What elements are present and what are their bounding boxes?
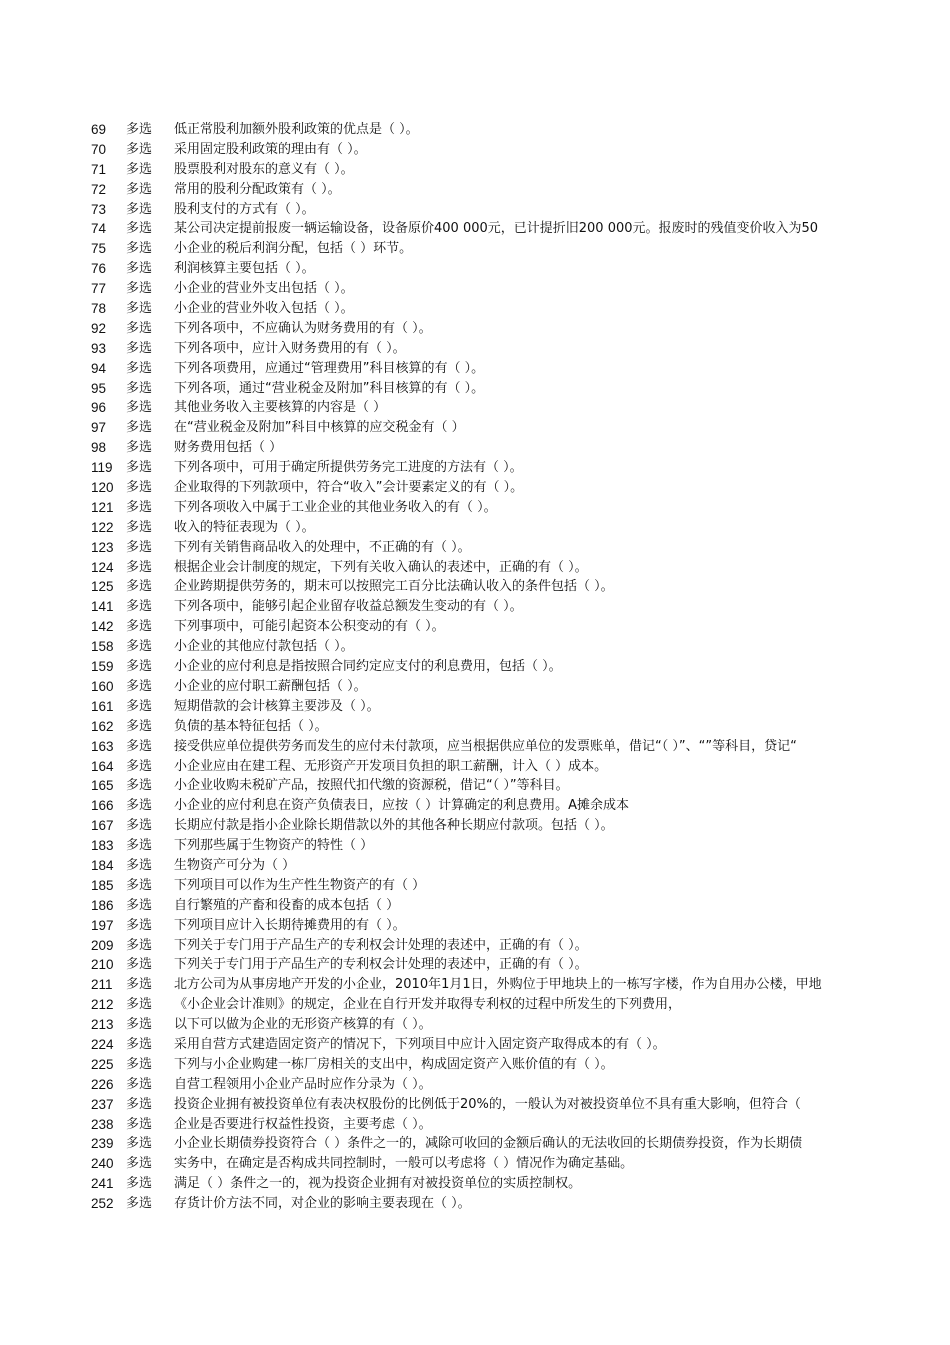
question-type: 多选 bbox=[126, 340, 153, 356]
question-text: 下列关于专门用于产品生产的专利权会计处理的表述中，正确的有（ ）。 bbox=[174, 937, 588, 953]
question-text: 满足（ ）条件之一的，视为投资企业拥有对被投资单位的实质控制权。 bbox=[174, 1176, 582, 1192]
question-number: 142 bbox=[91, 619, 114, 635]
question-type: 多选 bbox=[126, 281, 153, 297]
question-text: 小企业的应付职工薪酬包括（ ）。 bbox=[174, 678, 367, 694]
question-text: 短期借款的会计核算主要涉及（ ）。 bbox=[174, 698, 380, 714]
question-number: 70 bbox=[91, 141, 107, 157]
question-type: 多选 bbox=[126, 122, 153, 137]
question-text: 利润核算主要包括（ ）。 bbox=[174, 261, 315, 277]
question-text: 生物资产可分为（ ） bbox=[174, 857, 296, 873]
question-text: 下列那些属于生物资产的特性（ ） bbox=[174, 838, 374, 854]
question-row bbox=[0, 299, 950, 319]
question-text: 下列项目应计入长期待摊费用的有（ ）。 bbox=[174, 917, 406, 933]
question-type: 多选 bbox=[126, 261, 153, 277]
question-type: 多选 bbox=[126, 559, 153, 575]
question-text: 小企业收购未税矿产品，按照代扣代缴的资源税，借记“（ ）”等科目。 bbox=[174, 778, 569, 794]
question-row bbox=[0, 1075, 950, 1095]
question-text: 常用的股利分配政策有（ ）。 bbox=[174, 181, 341, 197]
question-type: 多选 bbox=[126, 1017, 153, 1033]
question-row bbox=[0, 160, 950, 180]
question-type: 多选 bbox=[126, 181, 153, 197]
question-text: 企业是否要进行权益性投资，主要考虑（ ）。 bbox=[174, 1116, 432, 1132]
question-number: 77 bbox=[91, 281, 107, 297]
question-number: 122 bbox=[91, 519, 114, 535]
question-number: 224 bbox=[91, 1036, 114, 1052]
question-row bbox=[0, 816, 950, 836]
question-number: 75 bbox=[91, 241, 107, 257]
question-text: 下列各项，通过“营业税金及附加”科目核算的有（ ）。 bbox=[174, 380, 485, 396]
question-text: 低正常股利加额外股利政策的优点是（ ）。 bbox=[174, 122, 419, 137]
question-text: 下列各项中，应计入财务费用的有（ ）。 bbox=[174, 340, 406, 356]
question-row bbox=[0, 975, 950, 995]
question-text: 收入的特征表现为（ ）。 bbox=[174, 519, 315, 535]
question-type: 多选 bbox=[126, 1176, 153, 1192]
question-type: 多选 bbox=[126, 241, 153, 257]
question-text: 财务费用包括（ ） bbox=[174, 440, 283, 456]
question-text: 采用固定股利政策的理由有（ ）。 bbox=[174, 141, 367, 157]
question-row bbox=[0, 339, 950, 359]
question-number: 252 bbox=[91, 1196, 114, 1212]
question-number: 159 bbox=[91, 659, 114, 675]
question-row bbox=[0, 478, 950, 498]
question-text: 股利支付的方式有（ ）。 bbox=[174, 201, 315, 217]
question-text: 下列各项费用，应通过“管理费用”科目核算的有（ ）。 bbox=[174, 360, 485, 376]
question-text: 下列有关销售商品收入的处理中，不正确的有（ ）。 bbox=[174, 539, 471, 555]
question-number: 162 bbox=[91, 718, 114, 734]
question-row bbox=[0, 1194, 950, 1214]
question-row bbox=[0, 1134, 950, 1154]
question-row bbox=[0, 955, 950, 975]
question-type: 多选 bbox=[126, 221, 153, 237]
question-type: 多选 bbox=[126, 579, 153, 595]
question-number: 241 bbox=[91, 1176, 114, 1192]
question-number: 95 bbox=[91, 380, 107, 396]
question-type: 多选 bbox=[126, 698, 153, 714]
question-number: 184 bbox=[91, 857, 114, 873]
question-type: 多选 bbox=[126, 917, 153, 933]
question-row bbox=[0, 856, 950, 876]
question-text: 存货计价方法不同，对企业的影响主要表现在（ ）。 bbox=[174, 1196, 471, 1212]
question-text: 小企业的应付利息是指按照合同约定应支付的利息费用，包括（ ）。 bbox=[174, 659, 562, 675]
question-text: 接受供应单位提供劳务而发生的应付未付款项，应当根据供应单位的发票账单，借记“（ ）”、“”等科目，贷记“ bbox=[174, 738, 797, 754]
question-text: 下列各项中，能够引起企业留存收益总额发生变动的有（ ）。 bbox=[174, 599, 523, 615]
question-type: 多选 bbox=[126, 957, 153, 973]
question-number: 92 bbox=[91, 320, 107, 336]
question-number: 76 bbox=[91, 261, 107, 277]
question-text: 以下可以做为企业的无形资产核算的有（ ）。 bbox=[174, 1017, 432, 1033]
question-number: 121 bbox=[91, 499, 114, 515]
question-row bbox=[0, 458, 950, 478]
question-text: 小企业的营业外收入包括（ ）。 bbox=[174, 301, 354, 317]
question-row bbox=[0, 776, 950, 796]
question-row bbox=[0, 1174, 950, 1194]
question-text: 下列与小企业购建一栋厂房相关的支出中，构成固定资产入账价值的有（ ）。 bbox=[174, 1056, 614, 1072]
question-row bbox=[0, 538, 950, 558]
question-row bbox=[0, 1154, 950, 1174]
question-type: 多选 bbox=[126, 1136, 153, 1152]
question-number: 225 bbox=[91, 1056, 114, 1072]
question-text: 根据企业会计制度的规定，下列有关收入确认的表述中，正确的有（ ）。 bbox=[174, 559, 588, 575]
question-text: 自行繁殖的产畜和役畜的成本包括（ ） bbox=[174, 897, 400, 913]
question-number: 166 bbox=[91, 798, 114, 814]
question-number: 94 bbox=[91, 360, 107, 376]
question-text: 股票股利对股东的意义有（ ）。 bbox=[174, 161, 354, 177]
question-text: 小企业的应付利息在资产负债表日，应按（ ）计算确定的利息费用。A摊余成本 bbox=[174, 798, 630, 814]
question-row bbox=[0, 140, 950, 160]
question-number: 78 bbox=[91, 301, 107, 317]
question-row bbox=[0, 398, 950, 418]
question-type: 多选 bbox=[126, 818, 153, 834]
question-number: 124 bbox=[91, 559, 114, 575]
question-number: 97 bbox=[91, 420, 107, 436]
question-number: 211 bbox=[91, 977, 113, 993]
question-type: 多选 bbox=[126, 758, 153, 774]
question-type: 多选 bbox=[126, 539, 153, 555]
question-row bbox=[0, 180, 950, 200]
question-text: 自营工程领用小企业产品时应作分录为（ ）。 bbox=[174, 1076, 432, 1092]
question-row bbox=[0, 757, 950, 777]
question-row bbox=[0, 219, 950, 239]
question-number: 213 bbox=[91, 1017, 114, 1033]
question-row bbox=[0, 200, 950, 220]
question-type: 多选 bbox=[126, 301, 153, 317]
question-type: 多选 bbox=[126, 1076, 153, 1092]
question-number: 123 bbox=[91, 539, 114, 555]
question-list bbox=[0, 120, 950, 1214]
question-type: 多选 bbox=[126, 201, 153, 217]
question-number: 125 bbox=[91, 579, 114, 595]
question-number: 167 bbox=[91, 818, 114, 834]
question-number: 120 bbox=[91, 480, 114, 496]
question-row bbox=[0, 1115, 950, 1135]
question-row bbox=[0, 995, 950, 1015]
question-text: 小企业的其他应付款包括（ ）。 bbox=[174, 639, 354, 655]
question-row bbox=[0, 737, 950, 757]
question-number: 98 bbox=[91, 440, 107, 456]
question-number: 96 bbox=[91, 400, 107, 416]
question-type: 多选 bbox=[126, 997, 153, 1013]
question-number: 160 bbox=[91, 678, 114, 694]
question-row bbox=[0, 796, 950, 816]
question-number: 209 bbox=[91, 937, 114, 953]
question-number: 72 bbox=[91, 181, 107, 197]
question-type: 多选 bbox=[126, 897, 153, 913]
question-number: 210 bbox=[91, 957, 114, 973]
question-row bbox=[0, 597, 950, 617]
question-row bbox=[0, 1035, 950, 1055]
question-number: 119 bbox=[91, 460, 113, 476]
question-type: 多选 bbox=[126, 738, 153, 754]
question-row bbox=[0, 677, 950, 697]
question-number: 165 bbox=[91, 778, 114, 794]
question-row bbox=[0, 1055, 950, 1075]
question-number: 186 bbox=[91, 897, 114, 913]
question-row bbox=[0, 379, 950, 399]
question-text: 采用自营方式建造固定资产的情况下，下列项目中应计入固定资产取得成本的有（ ）。 bbox=[174, 1036, 666, 1052]
question-type: 多选 bbox=[126, 480, 153, 496]
question-row bbox=[0, 259, 950, 279]
question-text: 下列事项中，可能引起资本公积变动的有（ ）。 bbox=[174, 619, 445, 635]
question-type: 多选 bbox=[126, 798, 153, 814]
question-row bbox=[0, 120, 950, 140]
question-type: 多选 bbox=[126, 1196, 153, 1212]
question-type: 多选 bbox=[126, 400, 153, 416]
question-type: 多选 bbox=[126, 519, 153, 535]
question-type: 多选 bbox=[126, 320, 153, 336]
question-row bbox=[0, 558, 950, 578]
question-number: 73 bbox=[91, 201, 107, 217]
question-text: 实务中，在确定是否构成共同控制时，一般可以考虑将（ ）情况作为确定基础。 bbox=[174, 1156, 634, 1172]
question-type: 多选 bbox=[126, 1056, 153, 1072]
question-number: 238 bbox=[91, 1116, 114, 1132]
question-row bbox=[0, 697, 950, 717]
question-type: 多选 bbox=[126, 937, 153, 953]
question-text: 企业跨期提供劳务的，期末可以按照完工百分比法确认收入的条件包括（ ）。 bbox=[174, 579, 614, 595]
question-text: 下列关于专门用于产品生产的专利权会计处理的表述中，正确的有（ ）。 bbox=[174, 957, 588, 973]
question-row bbox=[0, 717, 950, 737]
question-type: 多选 bbox=[126, 678, 153, 694]
question-type: 多选 bbox=[126, 857, 153, 873]
question-type: 多选 bbox=[126, 877, 153, 893]
question-row bbox=[0, 896, 950, 916]
question-type: 多选 bbox=[126, 977, 153, 993]
question-type: 多选 bbox=[126, 718, 153, 734]
question-type: 多选 bbox=[126, 141, 153, 157]
question-number: 164 bbox=[91, 758, 114, 774]
question-type: 多选 bbox=[126, 1036, 153, 1052]
question-row bbox=[0, 319, 950, 339]
question-row bbox=[0, 498, 950, 518]
question-row bbox=[0, 518, 950, 538]
question-type: 多选 bbox=[126, 1096, 153, 1112]
question-text: 小企业的税后利润分配，包括（ ）环节。 bbox=[174, 241, 413, 257]
question-type: 多选 bbox=[126, 639, 153, 655]
question-text: 下列各项中，不应确认为财务费用的有（ ）。 bbox=[174, 320, 432, 336]
question-row bbox=[0, 279, 950, 299]
question-text: 下列各项中，可用于确定所提供劳务完工进度的方法有（ ）。 bbox=[174, 460, 523, 476]
question-row bbox=[0, 916, 950, 936]
question-text: 负债的基本特征包括（ ）。 bbox=[174, 718, 328, 734]
question-type: 多选 bbox=[126, 1116, 153, 1132]
question-row bbox=[0, 577, 950, 597]
question-row bbox=[0, 418, 950, 438]
question-text: 《小企业会计准则》的规定，企业在自行开发并取得专利权的过程中所发生的下列费用， bbox=[174, 997, 682, 1013]
question-number: 71 bbox=[91, 161, 107, 177]
question-row bbox=[0, 637, 950, 657]
question-row bbox=[0, 876, 950, 896]
question-text: 其他业务收入主要核算的内容是（ ） bbox=[174, 400, 387, 416]
question-type: 多选 bbox=[126, 619, 153, 635]
question-type: 多选 bbox=[126, 460, 153, 476]
question-text: 北方公司为从事房地产开发的小企业，2010年1月1日，外购位于甲地块上的一栋写字楼，作为自用办公楼，甲地 bbox=[174, 977, 822, 993]
question-row bbox=[0, 359, 950, 379]
question-text: 下列项目可以作为生产性生物资产的有（ ） bbox=[174, 877, 426, 893]
question-number: 69 bbox=[91, 122, 107, 137]
question-text: 下列各项收入中属于工业企业的其他业务收入的有（ ）。 bbox=[174, 499, 497, 515]
question-text: 某公司决定提前报废一辆运输设备，设备原价400 000元，已计提折旧200 000元。报废时的残值变价收入为50 bbox=[174, 221, 819, 237]
question-type: 多选 bbox=[126, 440, 153, 456]
question-number: 183 bbox=[91, 838, 114, 854]
question-text: 长期应付款是指小企业除长期借款以外的其他各种长期应付款项。包括（ ）。 bbox=[174, 818, 614, 834]
question-type: 多选 bbox=[126, 838, 153, 854]
question-text: 小企业长期债券投资符合（ ）条件之一的，减除可收回的金额后确认的无法收回的长期债券投资，作为长期债 bbox=[174, 1136, 803, 1152]
question-type: 多选 bbox=[126, 1156, 153, 1172]
question-number: 212 bbox=[91, 997, 114, 1013]
question-number: 158 bbox=[91, 639, 114, 655]
question-row bbox=[0, 617, 950, 637]
question-text: 在“营业税金及附加”科目中核算的应交税金有（ ） bbox=[174, 420, 465, 436]
question-type: 多选 bbox=[126, 778, 153, 794]
question-number: 240 bbox=[91, 1156, 114, 1172]
question-number: 163 bbox=[91, 738, 114, 754]
question-number: 239 bbox=[91, 1136, 114, 1152]
question-row bbox=[0, 239, 950, 259]
question-number: 93 bbox=[91, 340, 107, 356]
question-type: 多选 bbox=[126, 659, 153, 675]
question-row bbox=[0, 657, 950, 677]
question-text: 企业取得的下列款项中，符合“收入”会计要素定义的有（ ）。 bbox=[174, 480, 524, 496]
question-type: 多选 bbox=[126, 161, 153, 177]
question-row bbox=[0, 836, 950, 856]
question-text: 小企业应由在建工程、无形资产开发项目负担的职工薪酬，计入（ ）成本。 bbox=[174, 758, 608, 774]
question-row bbox=[0, 1015, 950, 1035]
question-text: 投资企业拥有被投资单位有表决权股份的比例低于20%的，一般认为对被投资单位不具有重大影响，但符合（ bbox=[174, 1096, 801, 1112]
question-type: 多选 bbox=[126, 599, 153, 615]
question-type: 多选 bbox=[126, 499, 153, 515]
question-text: 小企业的营业外支出包括（ ）。 bbox=[174, 281, 354, 297]
question-number: 197 bbox=[91, 917, 114, 933]
question-row bbox=[0, 1095, 950, 1115]
question-number: 74 bbox=[91, 221, 107, 237]
question-number: 141 bbox=[91, 599, 114, 615]
question-number: 185 bbox=[91, 877, 114, 893]
question-row bbox=[0, 438, 950, 458]
question-number: 237 bbox=[91, 1096, 114, 1112]
question-type: 多选 bbox=[126, 380, 153, 396]
question-number: 226 bbox=[91, 1076, 114, 1092]
question-type: 多选 bbox=[126, 420, 153, 436]
question-number: 161 bbox=[91, 698, 114, 714]
question-row bbox=[0, 936, 950, 956]
question-type: 多选 bbox=[126, 360, 153, 376]
